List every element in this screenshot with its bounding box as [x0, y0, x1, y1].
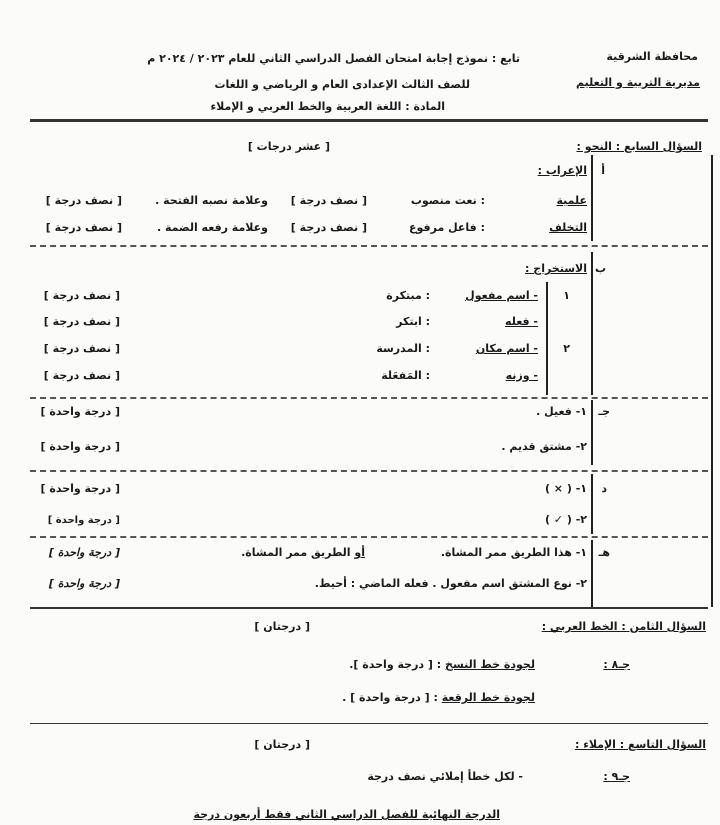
extract-value: : ابتكر	[396, 315, 430, 328]
grade: [ نصف درجة ]	[45, 194, 122, 207]
part-c-label: جـ	[598, 405, 610, 418]
q8-row	[349, 658, 535, 672]
extract-term: - اسم مفعول	[465, 289, 538, 302]
grade: [ درجة واحدة ]	[40, 405, 120, 418]
part-a-label: أ	[601, 164, 605, 177]
q9-rule: - لكل خطأ إملائي نصف درجة	[367, 770, 523, 783]
number-column-line	[546, 282, 548, 395]
answer-text: ١- فعيل .	[536, 405, 587, 418]
q9-title: السؤال التاسع : الإملاء :	[574, 738, 706, 751]
grade: : [ درجة واحدة ].	[349, 658, 442, 671]
grade: [ درجة واحدة ]	[48, 577, 120, 590]
answer-text: ٢- ( ✓ )	[544, 513, 587, 526]
criterion: لجودة خط الرقعة	[441, 691, 535, 704]
subject-line: المادة : اللغة العربية والخط العربي و الإملاء	[210, 100, 445, 113]
parse-word: التخلف	[549, 221, 587, 234]
q7-marks: [ عشر درجات ]	[247, 140, 330, 153]
extract-value: : المَفعَلة	[381, 369, 430, 382]
grade: [ درجة واحدة ]	[47, 515, 120, 526]
final-grade-note: الدرجة النهائية للفصل الدراسي الثاني فقط أربعون درجة	[193, 808, 500, 821]
answer-text: ٢- مشتق قديم .	[501, 440, 587, 453]
divider	[30, 723, 708, 724]
grade: [ نصف درجة ]	[43, 315, 120, 328]
part-b-label: ب	[594, 262, 606, 275]
q8-row	[342, 691, 535, 705]
extract-term: - وزنه	[505, 369, 538, 382]
divider	[30, 119, 708, 122]
part-a-heading: الإعراب :	[537, 164, 587, 177]
governorate: محافظة الشرقية	[606, 50, 698, 63]
alt-text: الطريق ممر المشاة.	[241, 546, 355, 559]
exam-title: تابع : نموذج إجابة امتحان الفصل الدراسي الثاني للعام ٢٠٢٣ / ٢٠٢٤ م	[147, 52, 520, 65]
q8-answer-label: جـ٨ :	[603, 658, 630, 671]
part-e-label: هـ	[598, 546, 610, 559]
dashed-divider	[30, 536, 708, 538]
part-d-label: د	[601, 482, 607, 495]
q8-title: السؤال الثامن : الخط العربي :	[541, 620, 706, 633]
grade: [ نصف درجة ]	[43, 342, 120, 355]
answer-text: ١- ( × )	[544, 482, 587, 495]
extract-value: : المدرسة	[376, 342, 430, 355]
row-number: ٢	[563, 342, 570, 355]
row-number: ١	[563, 289, 570, 302]
part-b-heading: الاستخراج :	[525, 262, 587, 275]
grade: [ درجة واحدة ]	[40, 440, 120, 453]
label-column-line	[591, 155, 593, 241]
grade: [ درجة واحدة ]	[40, 482, 120, 495]
label-column-line	[591, 252, 593, 395]
grade: [ نصف درجة ]	[290, 221, 367, 234]
parse-sign: وعلامة رفعه الضمة .	[156, 221, 268, 234]
label-column-line	[591, 540, 593, 607]
label-column-line	[591, 474, 593, 534]
or-word: أو	[354, 546, 365, 559]
grade: [ نصف درجة ]	[290, 194, 367, 207]
directorate: مديرية التربية و التعليم	[576, 76, 700, 89]
grade: [ نصف درجة ]	[45, 221, 122, 234]
grade: [ درجة واحدة ]	[48, 546, 120, 559]
parse-text: : نعت منصوب	[410, 194, 485, 207]
dashed-divider	[30, 397, 708, 399]
grade: : [ درجة واحدة ] .	[342, 691, 438, 704]
q9-answer-label: جـ٩ :	[603, 770, 630, 783]
grade: [ نصف درجة ]	[43, 289, 120, 302]
answer-text: ١- هذا الطريق ممر المشاة.	[440, 546, 587, 559]
parse-word: علمية	[556, 194, 587, 207]
q7-title: السؤال السابع : النحو :	[576, 140, 702, 153]
q9-marks: [ درجتان ]	[254, 738, 310, 751]
grade: [ نصف درجة ]	[43, 369, 120, 382]
parse-sign: وعلامة نصبه الفتحة .	[155, 194, 268, 207]
label-column-line	[591, 400, 593, 465]
grade-line: للصف الثالث الإعدادى العام و الرياضي و اللغات	[214, 78, 470, 91]
extract-term: - فعله	[505, 315, 538, 328]
dashed-divider	[30, 245, 708, 247]
outer-column-line	[711, 155, 713, 607]
alternative-answer	[241, 546, 365, 560]
criterion: لجودة خط النسخ	[445, 658, 535, 671]
parse-text: : فاعل مرفوع	[409, 221, 485, 234]
dashed-divider	[30, 470, 708, 472]
q8-marks: [ درجتان ]	[254, 620, 310, 633]
divider	[30, 607, 708, 609]
extract-term: - اسم مكان	[475, 342, 538, 355]
answer-text: ٢- نوع المشتق اسم مفعول . فعله الماضي : أحيط.	[314, 577, 587, 590]
extract-value: : مبتكرة	[386, 289, 430, 302]
